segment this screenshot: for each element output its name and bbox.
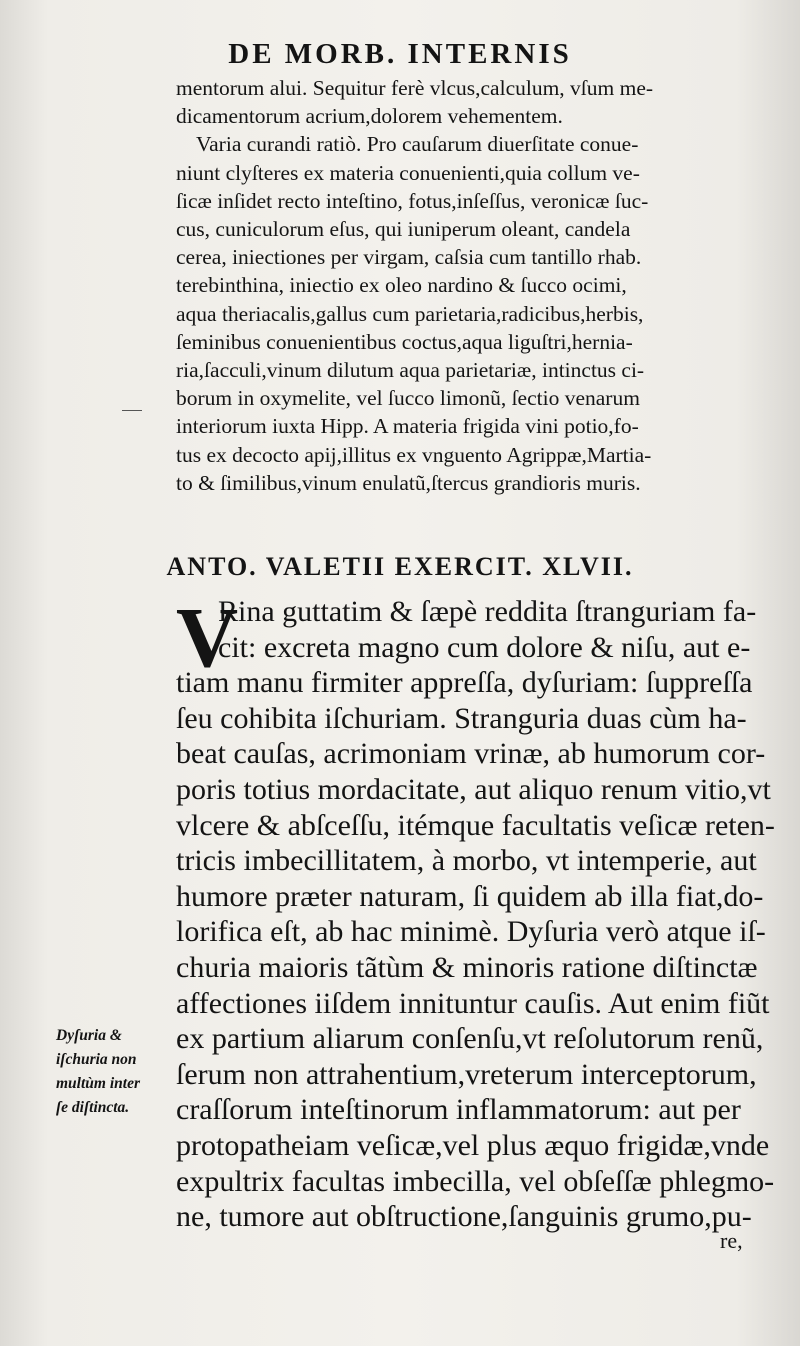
margin-note-line: ſe diſtincta. (56, 1099, 130, 1116)
text-line: beat cauſas, acrimoniam vrinæ, ab humorum cor- (176, 737, 766, 771)
text-line: craſſorum inteſtinorum inflammatorum: aut per (176, 1093, 741, 1127)
text-line: ſeu cohibita iſchuriam. Stranguria duas cùm ha- (176, 701, 747, 735)
text-line: affectiones iiſdem innituntur cauſis. Aut enim fiũt (176, 986, 770, 1020)
text-line: mentorum alui. Sequitur ferè vlcus,calculum, vſum me- (176, 76, 654, 100)
catchword: re, (720, 1228, 743, 1253)
text-line: tricis imbecillitatem, à morbo, vt intemperie, aut (176, 844, 757, 878)
text-line: Rina guttatim & ſæpè reddita ſtranguriam fa- (218, 595, 757, 628)
text-line: dicamentorum acrium,dolorem vehementem. (176, 104, 563, 129)
text-line: cus, cuniculorum eſus, qui iuniperum oleant, candela (176, 217, 631, 241)
margin-note (56, 1024, 180, 1120)
text-line: vlcere & abſceſſu, itémque facultatis veſicæ reten- (176, 808, 775, 842)
text-line: borum in oxymelite, vel ſucco limonũ, ſectio venarum (176, 386, 640, 411)
text-line: protopatheiam veſicæ,vel plus æquo frigidæ,vnde (176, 1129, 770, 1162)
text-line: cit: excreta magno cum dolore & niſu, aut e- (218, 630, 751, 664)
text-line: lorifica eſt, ab hac minimè. Dyſuria verò atque iſ- (176, 915, 766, 949)
margin-note-line: multùm inter (56, 1075, 140, 1092)
text-line: to & ſimilibus,vinum enulatũ,ſtercus grandioris muris. (176, 470, 641, 495)
text-line: ne, tumore aut obſtructione,ſanguinis grumo,pu- (176, 1200, 752, 1234)
text-line: expultrix facultas imbecilla, vel obſeſſæ phlegmo- (176, 1164, 775, 1198)
text-line: aqua theriacalis,gallus cum parietaria,radicibus,herbis, (176, 301, 644, 326)
text-line: cerea, iniectiones per virgam, caſsia cum tantillo rhab. (176, 245, 642, 270)
text-line: niunt clyſteres ex materia conuenienti,quia collum ve- (176, 160, 640, 185)
drop-cap: V (176, 589, 239, 685)
text-line: churia maioris tãtùm & minoris ratione diſtinctæ (176, 951, 758, 984)
section-title: ANTO. VALETII EXERCIT. XLVII. (166, 552, 634, 581)
text-line: Varia curandi ratiò. Pro cauſarum diuerſitate conue- (196, 132, 639, 157)
margin-note-line: iſchuria non (56, 1051, 137, 1068)
text-line: tiam manu firmiter appreſſa, dyſuriam: ſuppreſſa (176, 666, 753, 700)
text-line: tus ex decocto apij,illitus ex vnguento Agrippæ,Martia- (176, 442, 652, 467)
text-line: ſicæ inſidet recto inteſtino, fotus,inſeſſus, veronicæ ſuc- (176, 188, 649, 213)
text-line: terebinthina, iniectio ex oleo nardino & ſucco ocimi, (176, 273, 627, 298)
text-line: ria,ſacculi,vinum dilutum aqua parietariæ, intinctus ci- (176, 358, 645, 382)
text-line: interiorum iuxta Hipp. A materia frigida vini potio,fo- (176, 414, 639, 439)
text-line: humore præter naturam, ſi quidem ab illa fiat,do- (176, 879, 764, 913)
text-line: ſeminibus conuenientibus coctus,aqua liguſtri,hernia- (176, 329, 633, 354)
text-line: ſerum non attrahentium,vreterum interceptorum, (176, 1057, 757, 1091)
text-line: ex partium aliarum conſenſu,vt reſolutorum renũ, (176, 1022, 764, 1056)
running-header: DE MORB. INTERNIS (228, 38, 572, 70)
margin-note-line: Dyſuria & (56, 1027, 122, 1044)
margin-dash (122, 410, 142, 411)
text-line: poris totius mordacitate, aut aliquo renum vitio,vt (176, 773, 771, 806)
